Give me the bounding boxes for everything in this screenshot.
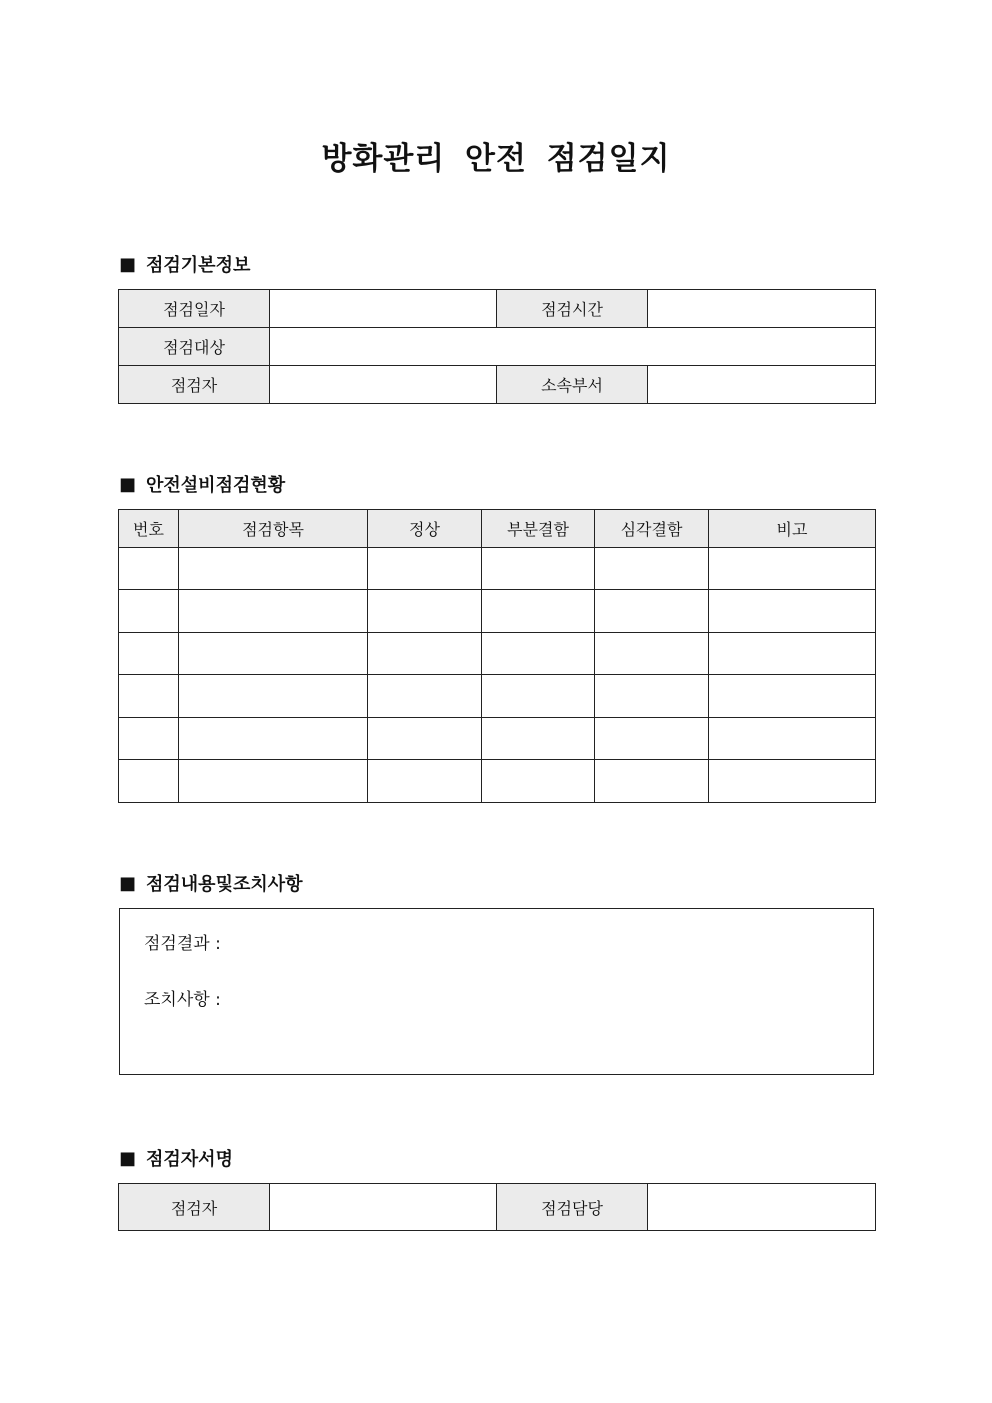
column-header-serious-defect: 심각결함 xyxy=(595,510,709,548)
label-signature-inspector: 점검자 xyxy=(119,1184,270,1231)
section-heading-details xyxy=(119,870,303,896)
inspection-details-box[interactable] xyxy=(119,908,874,1075)
table-row xyxy=(119,366,876,404)
table-cell[interactable] xyxy=(482,590,595,633)
table-cell[interactable] xyxy=(709,548,876,590)
column-header-remarks: 비고 xyxy=(709,510,876,548)
table-cell[interactable] xyxy=(368,548,482,590)
document-title: 방화관리 안전 점검일지 xyxy=(321,141,671,177)
label-inspector: 점검자 xyxy=(119,366,270,404)
table-cell[interactable] xyxy=(179,548,368,590)
table-cell[interactable] xyxy=(179,760,368,803)
table-cell[interactable] xyxy=(119,590,179,633)
action-taken-label: 조치사항 : xyxy=(144,990,221,1010)
inspector-field[interactable] xyxy=(270,366,497,404)
table-cell[interactable] xyxy=(709,675,876,718)
table-cell[interactable] xyxy=(709,718,876,760)
table-cell[interactable] xyxy=(709,633,876,675)
table-cell[interactable] xyxy=(368,590,482,633)
label-signature-manager: 점검담당 xyxy=(497,1184,648,1231)
table-row xyxy=(119,590,876,633)
label-department: 소속부서 xyxy=(497,366,648,404)
column-header-item: 점검항목 xyxy=(179,510,368,548)
manager-signature-field[interactable] xyxy=(648,1184,876,1231)
inspection-time-field[interactable] xyxy=(648,290,876,328)
table-cell[interactable] xyxy=(595,633,709,675)
table-cell[interactable] xyxy=(595,675,709,718)
section-heading-label: 점검기본정보 xyxy=(146,255,251,276)
table-cell[interactable] xyxy=(368,675,482,718)
table-cell[interactable] xyxy=(368,633,482,675)
square-bullet-icon: ■ xyxy=(119,473,137,495)
table-row xyxy=(119,760,876,803)
table-cell[interactable] xyxy=(482,548,595,590)
table-cell[interactable] xyxy=(119,633,179,675)
column-header-normal: 정상 xyxy=(368,510,482,548)
table-cell[interactable] xyxy=(595,760,709,803)
section-heading-equipment xyxy=(119,471,285,497)
table-cell[interactable] xyxy=(179,590,368,633)
table-cell[interactable] xyxy=(119,675,179,718)
section-heading-label: 안전설비점검현황 xyxy=(146,475,286,496)
column-header-number: 번호 xyxy=(119,510,179,548)
section-heading-signature xyxy=(119,1145,233,1171)
table-cell[interactable] xyxy=(368,760,482,803)
table-cell[interactable] xyxy=(368,718,482,760)
table-row xyxy=(119,290,876,328)
table-cell[interactable] xyxy=(119,760,179,803)
table-cell[interactable] xyxy=(709,760,876,803)
section-heading-label: 점검자서명 xyxy=(146,1149,233,1170)
table-row xyxy=(119,633,876,675)
label-inspection-target: 점검대상 xyxy=(119,328,270,366)
square-bullet-icon: ■ xyxy=(119,1147,137,1169)
table-cell[interactable] xyxy=(482,675,595,718)
table-cell[interactable] xyxy=(179,718,368,760)
table-cell[interactable] xyxy=(179,675,368,718)
section-heading-label: 점검내용및조치사항 xyxy=(146,874,303,895)
table-cell[interactable] xyxy=(595,718,709,760)
label-inspection-time: 점검시간 xyxy=(497,290,648,328)
inspection-result-label: 점검결과 : xyxy=(144,934,221,954)
square-bullet-icon: ■ xyxy=(119,253,137,275)
table-row xyxy=(119,718,876,760)
table-cell[interactable] xyxy=(595,590,709,633)
table-cell[interactable] xyxy=(709,590,876,633)
department-field[interactable] xyxy=(648,366,876,404)
section-heading-basic-info xyxy=(119,251,250,277)
signature-table xyxy=(118,1183,876,1231)
table-cell[interactable] xyxy=(119,548,179,590)
table-cell[interactable] xyxy=(482,633,595,675)
inspection-target-field[interactable] xyxy=(270,328,876,366)
square-bullet-icon: ■ xyxy=(119,872,137,894)
label-inspection-date: 점검일자 xyxy=(119,290,270,328)
table-cell[interactable] xyxy=(179,633,368,675)
table-cell[interactable] xyxy=(595,548,709,590)
equipment-check-table xyxy=(118,509,876,803)
table-cell[interactable] xyxy=(482,760,595,803)
table-row xyxy=(119,328,876,366)
inspection-date-field[interactable] xyxy=(270,290,497,328)
table-row xyxy=(119,548,876,590)
table-cell[interactable] xyxy=(482,718,595,760)
table-cell[interactable] xyxy=(119,718,179,760)
inspector-signature-field[interactable] xyxy=(270,1184,497,1231)
basic-info-table xyxy=(118,289,876,404)
table-row xyxy=(119,675,876,718)
column-header-partial-defect: 부분결함 xyxy=(482,510,595,548)
table-row xyxy=(119,1184,876,1231)
table-header-row xyxy=(119,510,876,548)
